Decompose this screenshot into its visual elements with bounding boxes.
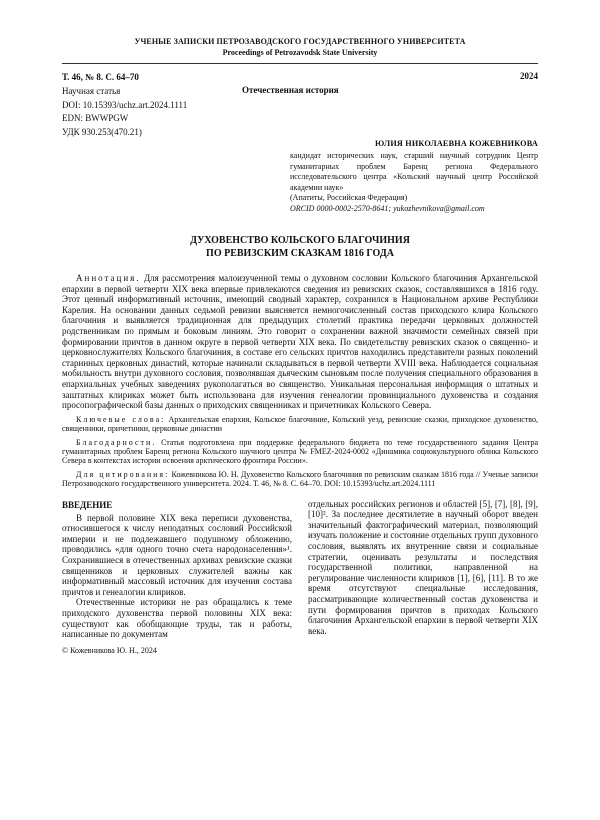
- left-column: [62, 499, 292, 640]
- contact[interactable]: ORCID 0000-0002-2570-8641; yukozhevnikova@gmail.com: [290, 203, 485, 213]
- location: (Апатиты, Российская Федерация): [290, 193, 408, 202]
- article-body: [62, 273, 538, 655]
- udk: УДК 930.253(470.21): [62, 126, 142, 137]
- article-meta: [62, 85, 187, 139]
- paragraph: В первой половине XIX века переписи духовенства, относившегося к числу неподатных сословий Российской империи и не подлежавшего подушному обложению, проводились «для одного точно счета народонаселения»¹. Сохранившиеся в отечественных архивах ревизские сказки священников и церковных служителей важны как информативный массовый источник для изучения состава причтов и генеалогии клириков.: [62, 512, 292, 597]
- journal-title: УЧЕНЫЕ ЗАПИСКИ ПЕТРОЗАВОДСКОГО ГОСУДАРСТВЕННОГО УНИВЕРСИТЕТА: [134, 37, 466, 46]
- right-column: [308, 499, 538, 640]
- citation: [62, 470, 538, 489]
- thanks-text: Статья подготовлена при поддержке федерального бюджета по теме государственного задания Центра гуманитарных проблем Баренц региона Кольского научного центра № FMEZ-2024-0002 «Динамика социокультурного облика Кольского Севера в контекстах истории освоения арктического фронтира России».: [62, 437, 539, 466]
- two-column-body: [62, 499, 538, 640]
- acknowledgements: [62, 438, 538, 466]
- rubric: Отечественная история: [242, 85, 339, 95]
- year: 2024: [520, 71, 538, 81]
- abstract: [62, 273, 538, 411]
- citation-label: Для цитирования:: [76, 469, 170, 479]
- thanks-label: Благодарности.: [76, 437, 157, 447]
- keywords-text: Архангельская епархия, Кольское благочиние, Кольский уезд, ревизские сказки, приходское духовенство, священники, причетники, церковные династии: [62, 414, 539, 434]
- author-affiliation: [290, 151, 538, 214]
- doi: DOI: 10.15393/uchz.art.2024.1111: [62, 99, 188, 110]
- article-type: Научная статья: [62, 86, 121, 96]
- author-name: ЮЛИЯ НИКОЛАЕВНА КОЖЕВНИКОВА: [375, 139, 538, 148]
- title-line: ПО РЕВИЗСКИМ СКАЗКАМ 1816 ГОДА: [206, 248, 394, 259]
- paragraph: отдельных российских регионов и областей [5], [7], [8], [9], [10]². За последнее десятилетие в научный оборот введен значительный фактографический материал, позволяющий изучать положение и состояние отдельных групп духовного сословия, выявлять их внутренние связи и социальные стратегии, оценивать результаты и последствия государственной политики, направленной на регулирование численности клириков [1], [6], [11]. В то же время отсутствуют специальные исследования, рассматривающие количественный состав духовенства и пути формирования причтов в приходах Кольского благочиния Архангельской епархии в первой четверти XIX века.: [308, 498, 538, 636]
- paragraph: Отечественные историки не раз обращались к теме приходского духовенства первой половины XIX века: существуют как обобщающие труды, так и работы, написанные по документам: [62, 597, 292, 640]
- keywords-label: Ключевые слова:: [76, 414, 166, 424]
- title-line: ДУХОВЕНСТВО КОЛЬСКОГО БЛАГОЧИНИЯ: [190, 235, 410, 246]
- citation-text: Кожевникова Ю. Н. Духовенство Кольского благочиния по ревизским сказкам 1816 года // Ученые записки Петрозаводского государственного университета. 2024. Т. 46, № 8. С. 64–70. DOI: 10.15393/uchz.art.2024.1111: [62, 469, 539, 489]
- article-title: [0, 234, 600, 260]
- affiliation: кандидат исторических наук, старший научный сотрудник Центр гуманитарных проблем Баренц региона Федерального исследовательского центра «Кольский научный центр Российской академии наук»: [290, 151, 538, 192]
- volume-info: Т. 46, № 8. С. 64–70: [62, 72, 139, 82]
- journal-subtitle: Proceedings of Petrozavodsk State University: [222, 48, 378, 57]
- copyright: © Кожевникова Ю. Н., 2024: [62, 645, 157, 655]
- section-heading: ВВЕДЕНИЕ: [62, 499, 113, 510]
- abstract-text: Для рассмотрения малоизученной темы о духовном сословии Кольского благочиния Архангельской епархии в первой четверти XIX века впервые привлекаются сведения из ревизских сказок, составлявшихся в 1816 году. Этот ценный информативный источник, имеющий сводный характер, сохранился в Национальном архиве Республики Карелия. На основании данных седьмой ревизии выясняется немногочисленный состав приходского клира Кольского благочиния и выявляется традиционная для предыдущих столетий практика передачи церковных должностей родственникам по прямым и боковым линиям. Это говорит о сохранении важной значимости семейных связей при формировании причтов в данном округе в первой четверти XIX века. По свидетельству ревизских сказок о священно- и церковнослужителях Кольского благочиния, в составе его сельских причтов находились представители разных поколений старинных церковных династий, которые начинали складываться в первой четверти XVIII века. Наблюдается социальная мобильность внутри духовного сословия, позволявшая дьяческим сыновьям после получения специального образования в епархиальных учебных заведениях рукополагаться во священство. Уникальная персональная информация о штатных и заштатных клириках может быть использована для изучения генеалогии провинциального духовенства и создания просопографической базы данных о приходских священниках и причетниках Кольского Севера.: [62, 273, 538, 411]
- keywords: [62, 415, 538, 434]
- edn: EDN: BWWPGW: [62, 113, 129, 123]
- abstract-label: Аннотация.: [76, 273, 141, 283]
- header-divider: [62, 63, 538, 64]
